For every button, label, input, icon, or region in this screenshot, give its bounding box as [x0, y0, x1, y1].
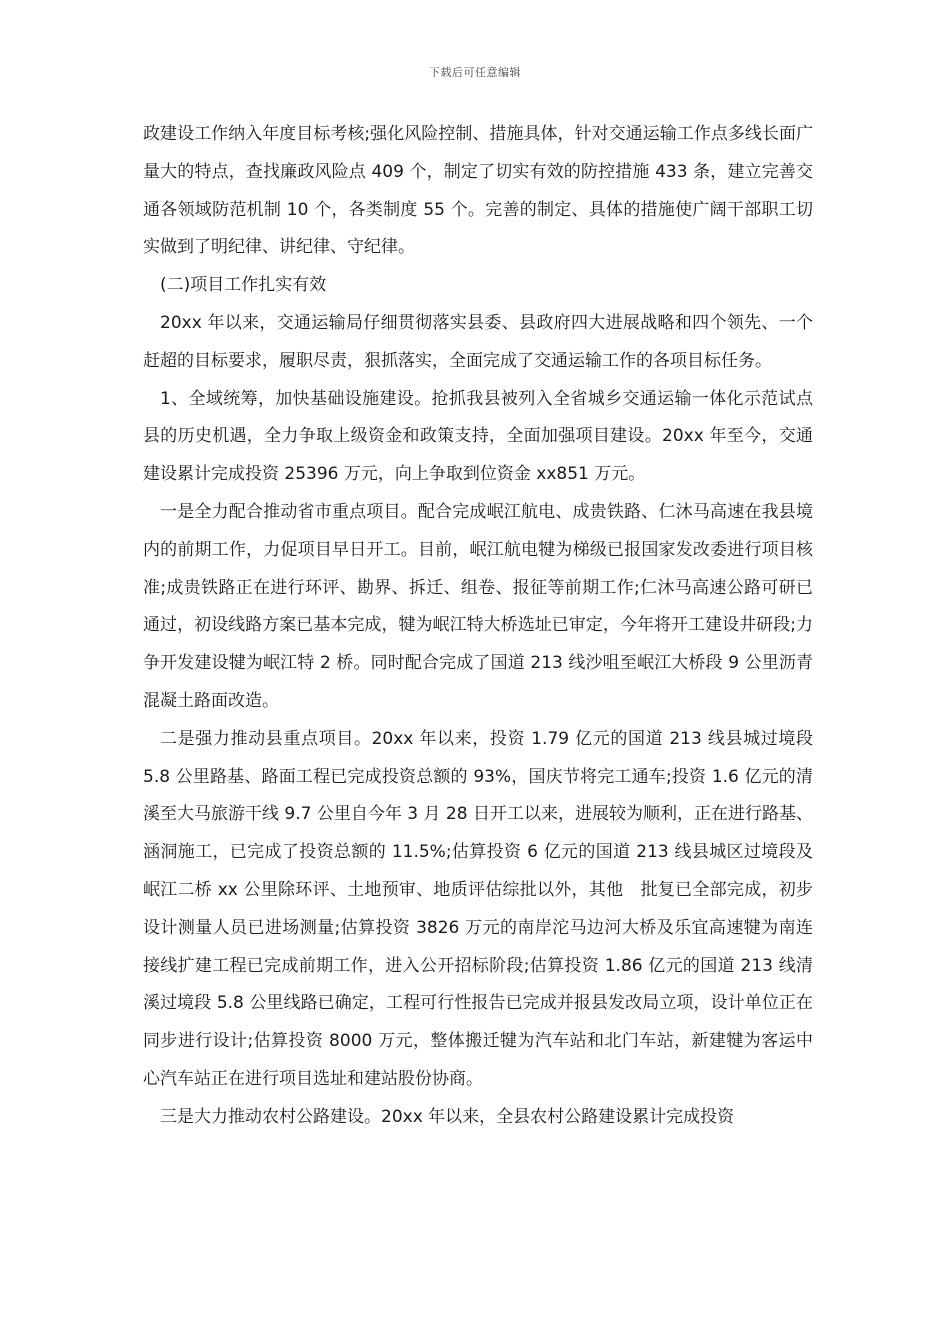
paragraph-rural-roads: 三是大力推动农村公路建设。20xx 年以来，全县农村公路建设累计完成投资 [160, 1106, 735, 1127]
page-header: 下载后可任意编辑 [429, 66, 521, 79]
paragraph-infrastructure: 1、全域统筹，加快基础设施建设。抢抓我县被列入全省城乡交通运输一体化示范试点县的历史机遇，全力争取上级资金和政策支持，全面加强项目建设。20xx 年至今，交通建设累计完成投资 25396 万元，向上争取到位资金 xx851 万元。 [143, 388, 813, 485]
paragraph-county-projects: 二是强力推动县重点项目。20xx 年以来，投资 1.79 亿元的国道 213 线县城过境段 5.8 公里路基、路面工程已完成投资总额的 93%，国庆节将完工通车;投资 1.6 亿元的清溪至大马旅游干线 9.7 公里自今年 3 月 28 日开工以来，进展较为顺利，正在进行路基、涵洞施工，已完成了投资总额的 11.5%;估算投资 6 亿元的国道 213 线县城区过境段及岷江二桥 xx 公里除环评、土地预审、地质评估综批以外，其他 批复已全部完成，初步设计测量人员已进场测量;估算投资 3826 万元的南岸沱马边河大桥及乐宜高速犍为南连接线扩建工程已完成前期工作，进入公开招标阶段;估算投资 1.86 亿元的国道 213 线清溪过境段 5.8 公里线路已确定，工程可行性报告已完成并报县发改局立项，设计单位正在同步进行设计;估算投资 8000 万元，整体搬迁犍为汽车站和北门车站，新建犍为客运中心汽车站正在进行项目选址和建站股份协商。 [143, 728, 813, 1089]
paragraph-provincial-projects: 一是全力配合推动省市重点项目。配合完成岷江航电、成贵铁路、仁沐马高速在我县境内的前期工作，力促项目早日开工。目前，岷江航电犍为梯级已报国家发改委进行项目核准;成贵铁路正在进行环评、勘界、拆迁、组卷、报征等前期工作;仁沐马高速公路可研已通过，初设线路方案已基本完成，犍为岷江特大桥选址已审定，今年将开工建设井研段;力争开发建设犍为岷江特 2 桥。同时配合完成了国道 213 线沙咀至岷江大桥段 9 公里沥青混凝土路面改造。 [143, 501, 813, 711]
paragraph-discipline-measures: 政建设工作纳入年度目标考核;强化风险控制、措施具体，针对交通运输工作点多线长面广量大的特点，查找廉政风险点 409 个，制定了切实有效的防控措施 433 条，建立完善交通各领域防范机制 10 个，各类制度 55 个。完善的制定、具体的措施使广阔干部职工切实做到了明纪律、讲纪律、守纪律。 [143, 124, 813, 258]
document-body [143, 116, 813, 1137]
section-heading-project-work: (二)项目工作扎实有效 [160, 275, 327, 296]
paragraph-overview: 20xx 年以来，交通运输局仔细贯彻落实县委、县政府四大进展战略和四个领先、一个赶超的目标要求，履职尽责，狠抓落实，全面完成了交通运输工作的各项目标任务。 [143, 312, 813, 371]
